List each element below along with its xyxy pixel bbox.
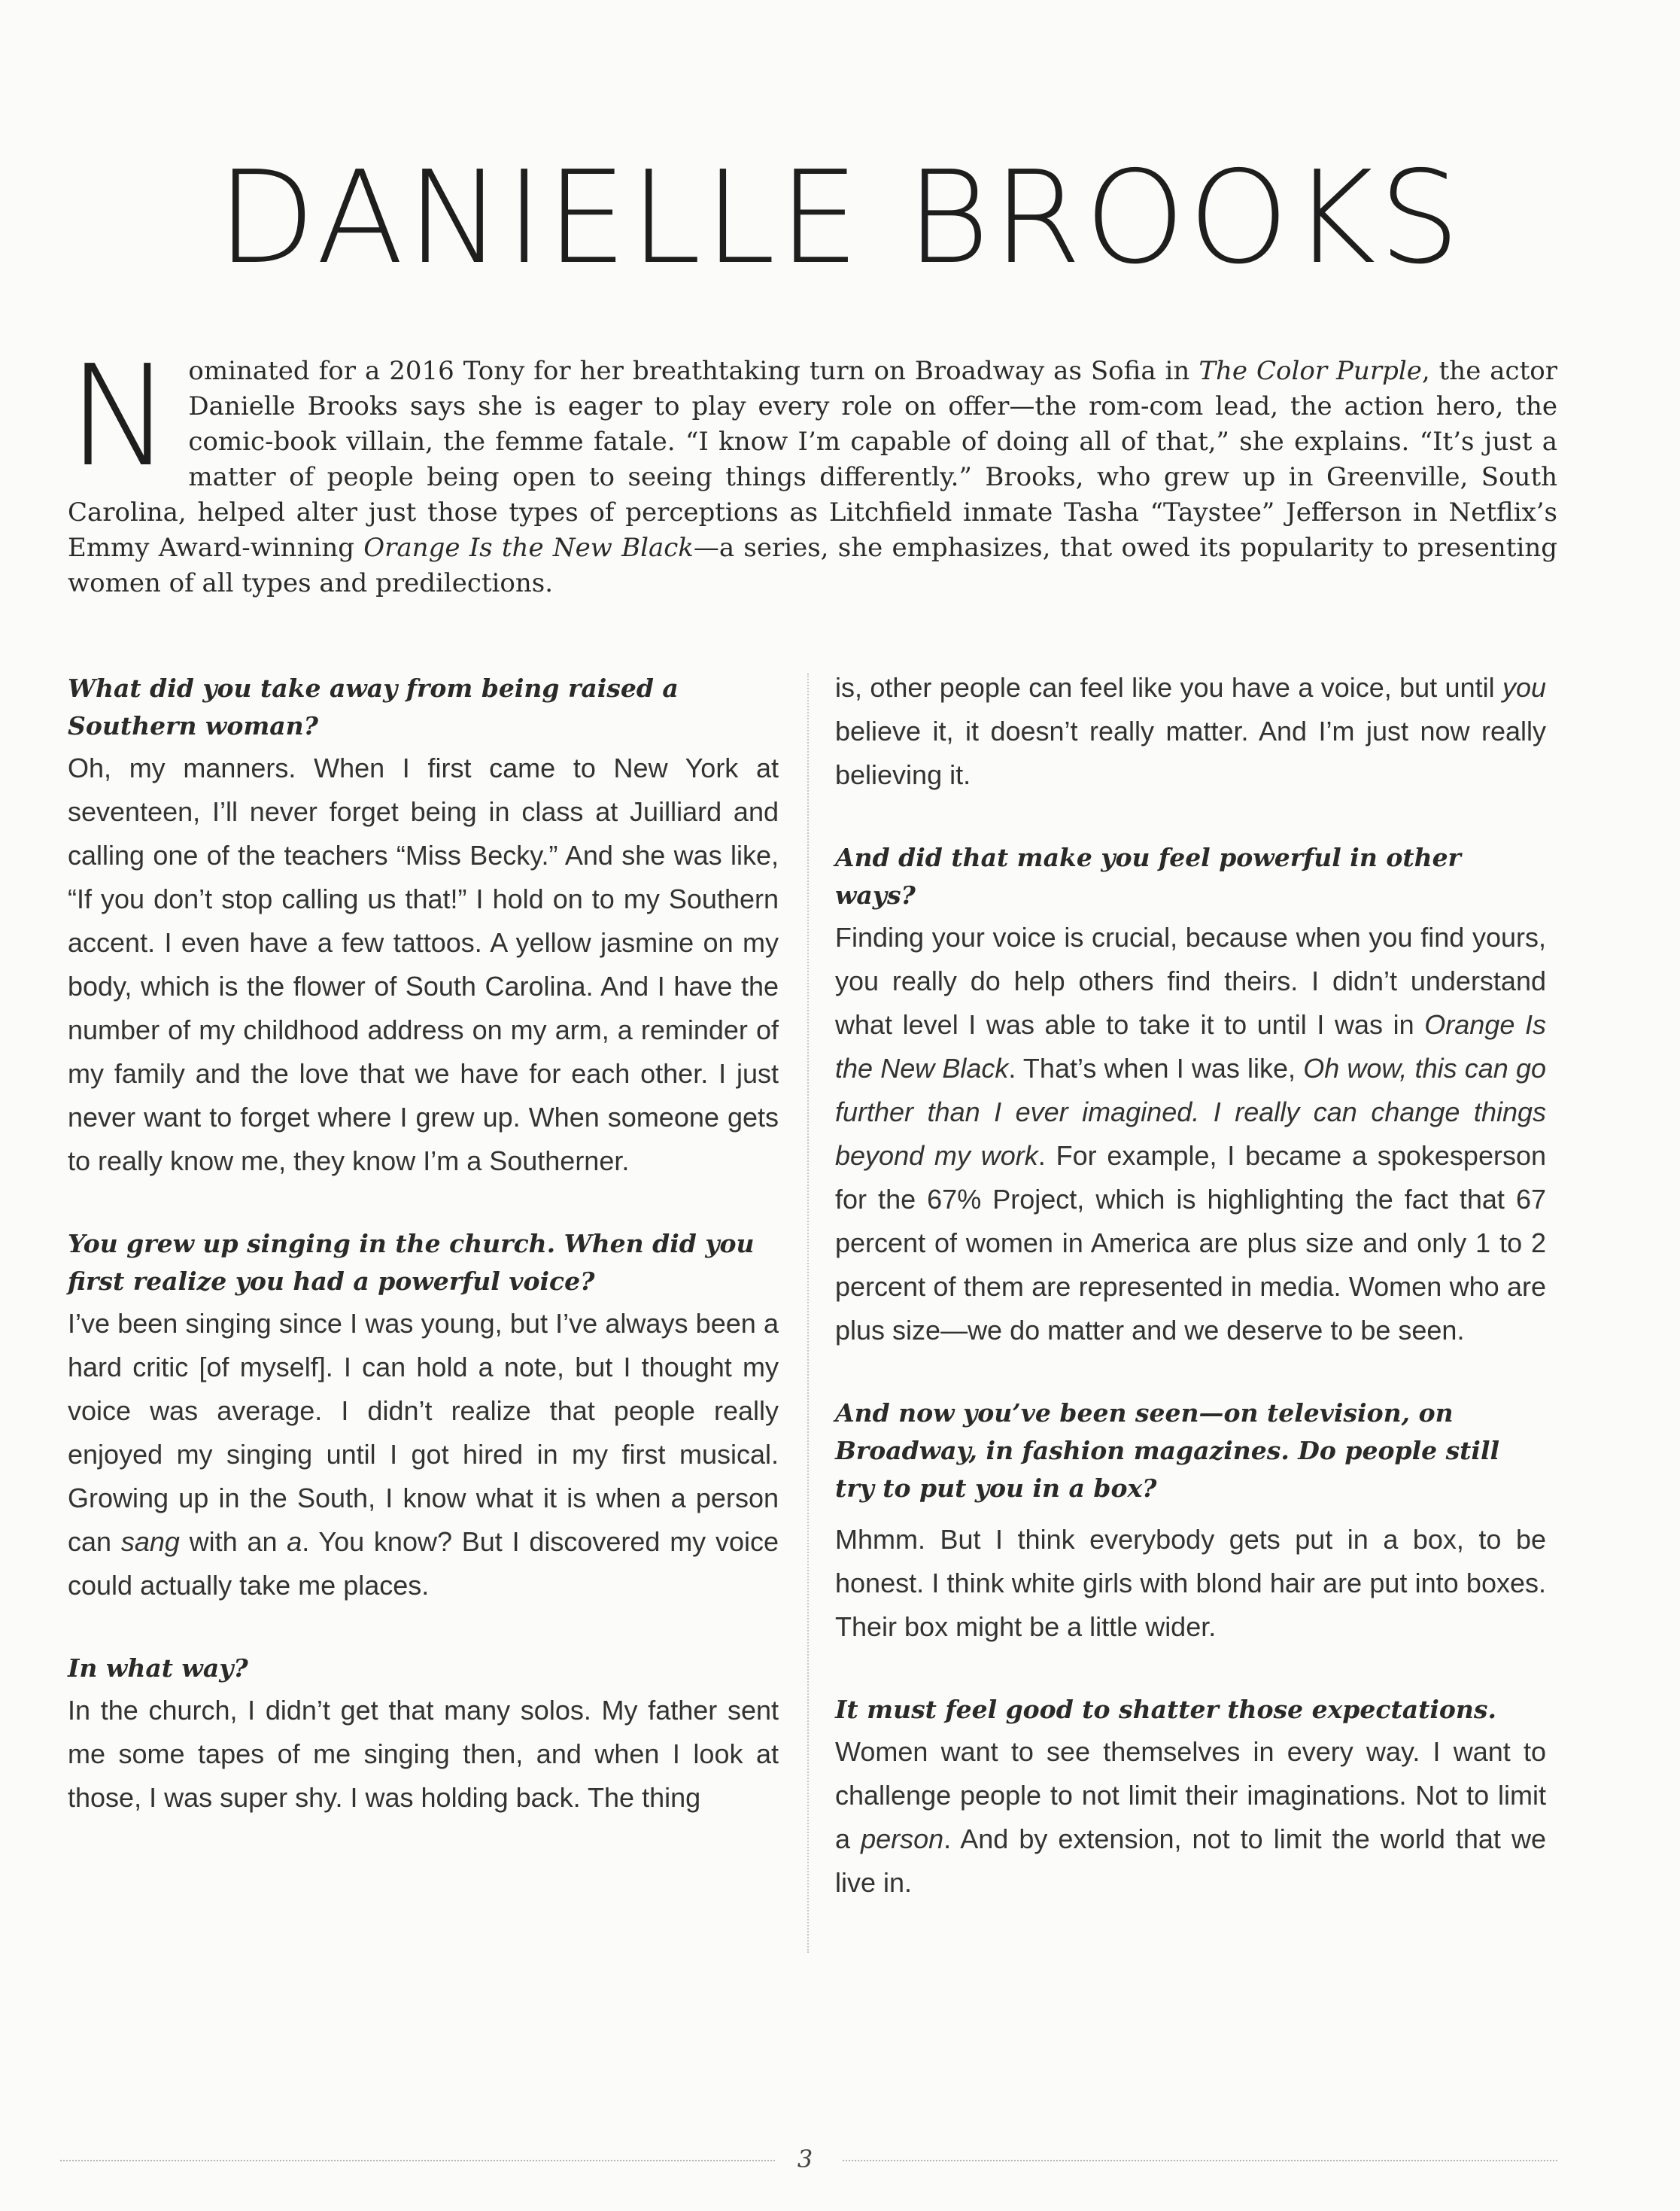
intro-text: ominated for a 2016 Tony for her breathtaking turn on Broadway as Sofia in (188, 356, 1199, 386)
answer-text: Women want to see themselves in every way. I want to challenge people to not limit their imaginations. Not to limit a (835, 1736, 1546, 1854)
answer-italic: person (861, 1823, 944, 1854)
answer (835, 666, 1546, 797)
question: In what way? (68, 1653, 248, 1683)
answer: In the church, I didn’t get that many solos. My father sent me some tapes of me singing then, and when I look at those, I was super shy. I was holding back. The thing (68, 1695, 779, 1813)
intro-italic-title: Orange Is the New Black (363, 533, 694, 563)
answer-text: . That’s when I was like, (1008, 1053, 1304, 1084)
answer-italic: you (1502, 672, 1546, 703)
answer: Oh, my manners. When I first came to New York at seventeen, I’ll never forget being in class at Juilliard and calling one of the teachers “Miss Becky.” And she was like, “If you don’t stop calling us that!” I hold on to my Southern accent. I even have a few tattoos. A yellow jasmine on my body, which is the flower of South Carolina. And I have the number of my childhood address on my arm, a reminder of my family and the love that we have for each other. I just never want to forget where I grew up. When someone gets to really know me, they know I’m a Southerner. (68, 753, 779, 1176)
question: You grew up singing in the church. When did you first realize you had a powerful voice? (68, 1229, 755, 1296)
article-title: DANIELLE BROOKS (217, 144, 1463, 293)
left-column (68, 670, 779, 1820)
answer-italic: a (287, 1526, 302, 1557)
intro-paragraph (68, 335, 1557, 601)
question: What did you take away from being raised a Southern woman? (68, 674, 679, 741)
right-column (835, 666, 1546, 1905)
page-number: 3 (797, 2145, 813, 2173)
answer-text: I’ve been singing since I was young, but I’ve always been a hard critic [of myself]. I can hold a note, but I thought my voice was average. I didn’t realize that people really enjoyed my singing until I got hired in my first musical. Growing up in the South, I know what it is when a person can (68, 1308, 779, 1557)
answer-text: with an (179, 1526, 287, 1557)
column-divider (807, 674, 809, 1953)
footer-rule-right (843, 2160, 1557, 2161)
answer-italic: Orange Is the New Black (835, 1009, 1546, 1084)
question: It must feel good to shatter those expectations. (835, 1695, 1496, 1724)
drop-cap: N (68, 335, 172, 497)
answer (835, 1730, 1546, 1905)
answer-italic: sang (120, 1526, 180, 1557)
answer (68, 1302, 779, 1607)
answer-text: . And by extension, not to limit the world that we live in. (835, 1823, 1546, 1898)
answer: Mhmm. But I think everybody gets put in a box, to be honest. I think white girls with blond hair are put into boxes. Their box might be a little wider. (835, 1524, 1546, 1642)
answer-text: Finding your voice is crucial, because when you find yours, you really do help others find theirs. I didn’t understand what level I was able to take it to until I was in (835, 922, 1546, 1040)
footer-rule-left (60, 2160, 775, 2161)
answer-text: is, other people can feel like you have a voice, but until (835, 672, 1502, 703)
answer (835, 916, 1546, 1352)
question: And did that make you feel powerful in other ways? (835, 843, 1461, 910)
intro-italic-title: The Color Purple (1198, 356, 1422, 386)
intro-text: , the actor Danielle Brooks says she is eager to play every role on offer—the rom-com lead, the action hero, the comic-book villain, the femme fatale. “I know I’m capable of doing all of that,” she explains. “It’s just a matter of people being open to seeing things differently.” Brooks, who grew up in Greenville, South Carolina, helped alter just those types of perceptions as Litchfield inmate Tasha “Taystee” Jefferson in Netflix’s Emmy Award-winning (68, 356, 1557, 563)
answer-italic: Oh wow, this can go further than I ever imagined. I really can change things beyond my work (835, 1053, 1546, 1171)
answer-text: believe it, it doesn’t really matter. And I’m just now really believing it. (835, 716, 1546, 790)
answer-text: . You know? But I discovered my voice could actually take me places. (68, 1526, 779, 1601)
intro-text: —a series, she emphasizes, that owed its popularity to presenting women of all types and predilections. (68, 533, 1557, 598)
answer-text: . For example, I became a spokesperson for the 67% Project, which is highlighting the fact that 67 percent of women in America are plus size and only 1 to 2 percent of them are represented in media. Women who are plus size—we do matter and we deserve to be seen. (835, 1140, 1546, 1346)
question: And now you’ve been seen—on television, on Broadway, in fashion magazines. Do people still try to put you in a box? (835, 1398, 1500, 1503)
